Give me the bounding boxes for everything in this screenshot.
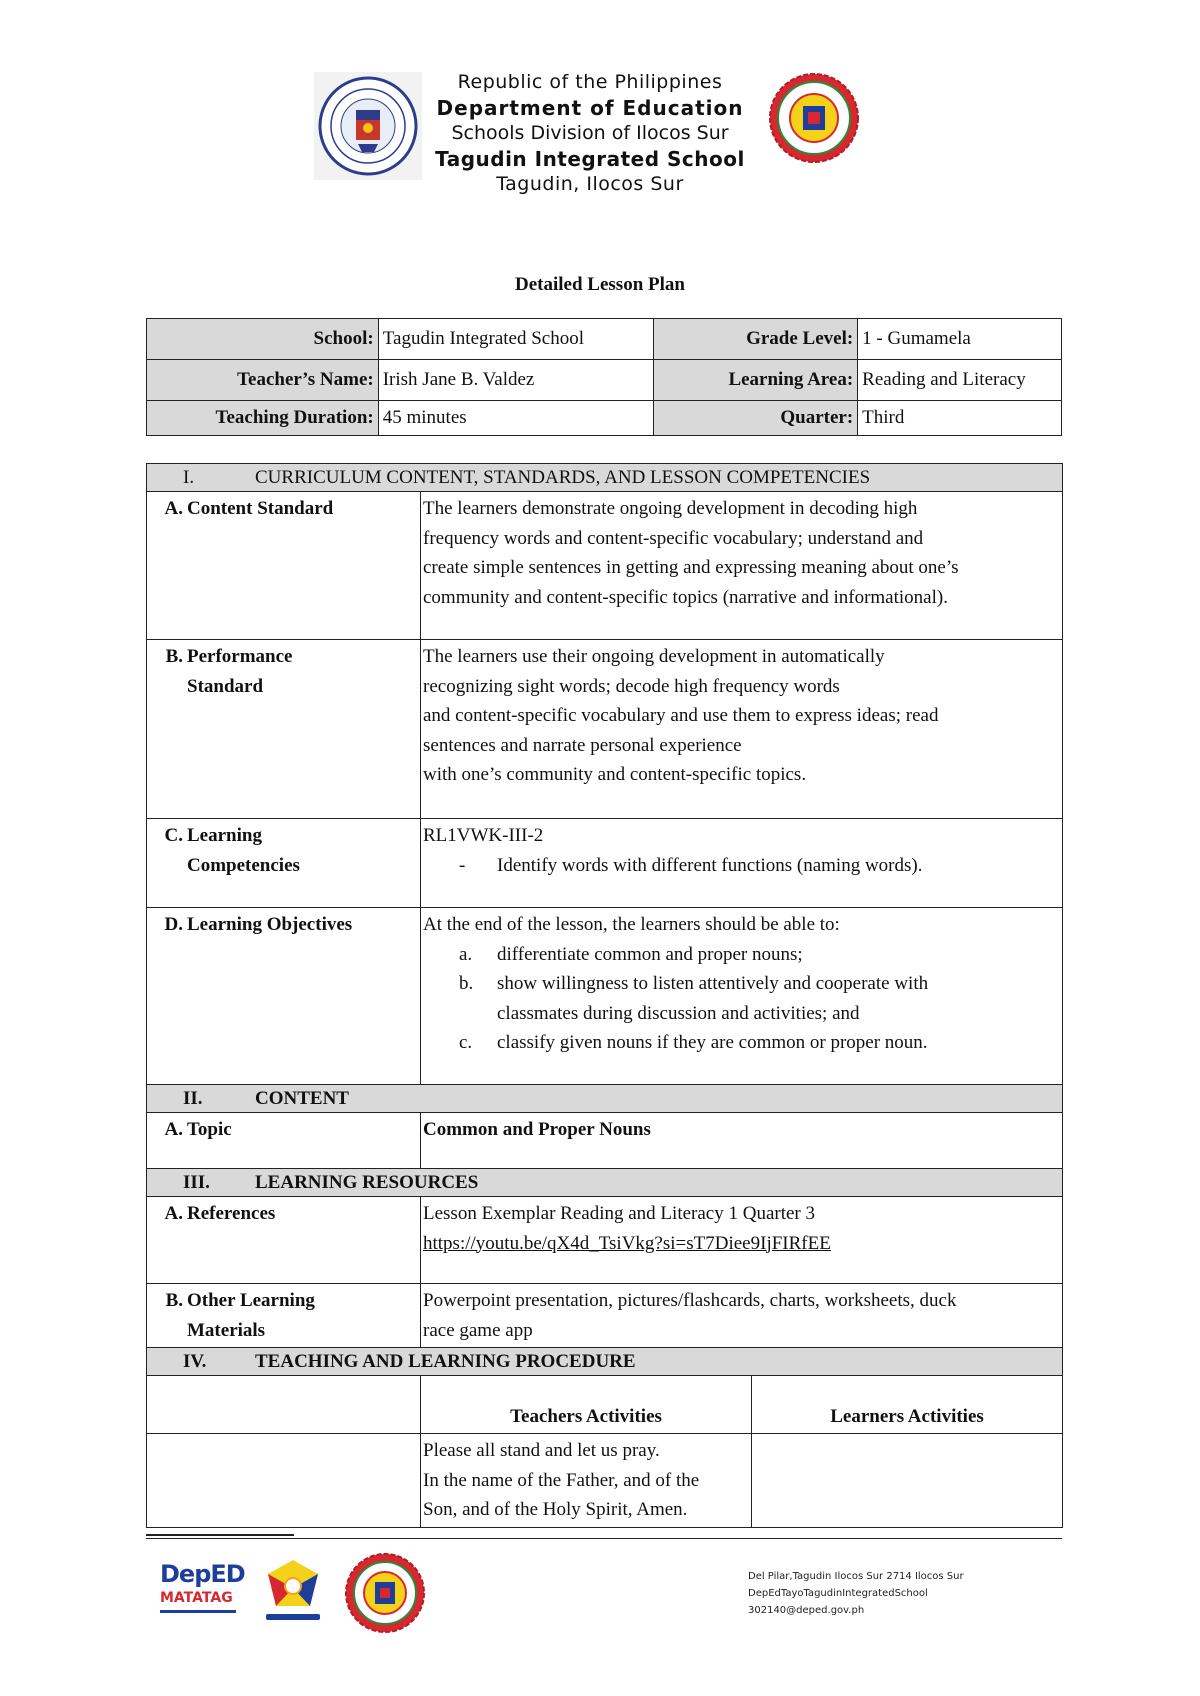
- row-label: Other Learning: [187, 1290, 315, 1311]
- list-item: [423, 940, 1060, 970]
- other-materials-label-cell: [147, 1284, 421, 1348]
- section-header: [147, 1348, 1063, 1376]
- row-letter: A.: [164, 1203, 183, 1224]
- text-line: Powerpoint presentation, pictures/flashcards, charts, worksheets, duck: [423, 1290, 957, 1311]
- row-letter: B.: [165, 1290, 183, 1311]
- topic-label-cell: [147, 1113, 421, 1169]
- info-table: [146, 318, 1062, 436]
- deped-text: DepED: [160, 1560, 245, 1588]
- row-letter: A.: [164, 1119, 183, 1140]
- section-title: TEACHING AND LEARNING PROCEDURE: [255, 1351, 636, 1372]
- table-row: [147, 1376, 1063, 1434]
- other-materials-text: [421, 1284, 1063, 1348]
- table-row: [147, 640, 1063, 819]
- text-line: frequency words and content-specific vocabulary; understand and: [423, 527, 924, 549]
- school-facebook: DepEdTayoTagudinIntegratedSchool: [748, 1588, 928, 1599]
- performance-standard-text: [421, 640, 1063, 819]
- school-seal-icon: [344, 1552, 426, 1634]
- table-row: [147, 1434, 1063, 1528]
- learning-objectives-text: [421, 908, 1063, 1085]
- section-title: LEARNING RESOURCES: [255, 1172, 479, 1193]
- section-title: CONTENT: [255, 1088, 349, 1109]
- text-line: race game app: [423, 1319, 533, 1341]
- row-label: Content Standard: [187, 498, 334, 519]
- teacher-name-value: Irish Jane B. Valdez: [378, 360, 654, 401]
- info-row: [147, 401, 1062, 436]
- list-item: [423, 1028, 1060, 1058]
- table-row: [147, 1284, 1063, 1348]
- table-row: [147, 492, 1063, 640]
- deped-seal-icon: [314, 72, 422, 180]
- quarter-label: Quarter:: [654, 401, 858, 436]
- list-marker: a.: [459, 943, 473, 965]
- footer-divider: [146, 1538, 1062, 1539]
- teacher-name-label: Teacher’s Name:: [147, 360, 379, 401]
- section-title: CURRICULUM CONTENT, STANDARDS, AND LESSON COMPETENCIES: [255, 467, 871, 488]
- section-header: [147, 1085, 1063, 1113]
- bagong-pilipinas-logo: [258, 1556, 328, 1636]
- row-label: Competencies: [187, 854, 300, 876]
- section-header: [147, 1169, 1063, 1197]
- row-label: Standard: [187, 675, 264, 697]
- learning-competencies-label-cell: [147, 819, 421, 908]
- list-text: show willingness to listen attentively and cooperate with: [497, 973, 929, 994]
- section-number: I.: [183, 467, 195, 488]
- text-line: with one’s community and content-specific topics.: [423, 764, 807, 785]
- table-row: [147, 819, 1063, 908]
- row-label: Performance: [187, 646, 293, 667]
- competency-list: [423, 851, 1060, 881]
- procedure-blank-cell: [147, 1376, 421, 1434]
- school-contact-info: [748, 1568, 964, 1619]
- matatag-text: MATATAG: [160, 1590, 233, 1606]
- lesson-plan-table: [146, 463, 1063, 1528]
- list-marker: c.: [459, 1032, 473, 1053]
- school-address: Del Pilar,Tagudin Ilocos Sur 2714 Ilocos Sur: [748, 1571, 964, 1582]
- document-title: Detailed Lesson Plan: [515, 274, 685, 295]
- teachers-activities-header: Teachers Activities: [421, 1376, 752, 1434]
- teaching-duration-value: 45 minutes: [378, 401, 654, 436]
- learner-activity-cell: [752, 1434, 1063, 1528]
- section-number: II.: [183, 1088, 203, 1109]
- grade-level-value: 1 - Gumamela: [858, 319, 1062, 360]
- list-item: [423, 969, 1060, 1028]
- text-line: community and content-specific topics (narrative and informational).: [423, 586, 948, 608]
- text-line: Son, and of the Holy Spirit, Amen.: [423, 1499, 688, 1520]
- school-email: 302140@deped.gov.ph: [748, 1605, 865, 1616]
- row-label: Materials: [187, 1319, 266, 1341]
- learners-activities-header: Learners Activities: [752, 1376, 1063, 1434]
- section-content: [147, 1085, 1063, 1113]
- row-label: Learning: [187, 825, 262, 846]
- section-number: IV.: [183, 1351, 207, 1372]
- text-line: sentences and narrate personal experience: [423, 734, 742, 756]
- table-row: [147, 1113, 1063, 1169]
- text-line: In the name of the Father, and of the: [423, 1469, 700, 1491]
- row-letter: A.: [164, 498, 183, 519]
- row-label: Learning Objectives: [187, 914, 353, 935]
- row-label: Topic: [187, 1119, 232, 1140]
- info-row: [147, 319, 1062, 360]
- text-line: The learners use their ongoing development in automatically: [423, 646, 885, 667]
- reference-link[interactable]: https://youtu.be/qX4d_TsiVkg?si=sT7Diee9IjFIRfEE: [423, 1232, 831, 1254]
- deped-matatag-logo: [160, 1560, 244, 1638]
- republic-line: Republic of the Philippines: [457, 71, 723, 93]
- list-bullet: -: [459, 854, 466, 876]
- school-seal-icon: [768, 72, 860, 164]
- footer-accent-line: [146, 1534, 294, 1536]
- teacher-activity-prayer: [421, 1434, 752, 1528]
- list-text: differentiate common and proper nouns;: [497, 943, 803, 965]
- table-row: [147, 908, 1063, 1085]
- learning-competencies-text: [421, 819, 1063, 908]
- section-resources: [147, 1169, 1063, 1197]
- row-letter: B.: [165, 646, 183, 667]
- content-standard-text: [421, 492, 1063, 640]
- learning-area-value: Reading and Literacy: [858, 360, 1062, 401]
- matatag-underline: [160, 1610, 236, 1613]
- department-line: Department of Education: [436, 95, 744, 120]
- quarter-value: Third: [858, 401, 1062, 436]
- content-standard-label-cell: [147, 492, 421, 640]
- list-marker: b.: [459, 973, 474, 994]
- learning-area-label: Learning Area:: [654, 360, 858, 401]
- text-line: Please all stand and let us pray.: [423, 1440, 660, 1461]
- references-text: [421, 1197, 1063, 1284]
- list-text: classify given nouns if they are common or proper noun.: [497, 1032, 928, 1053]
- text-line: The learners demonstrate ongoing development in decoding high: [423, 498, 918, 519]
- list-item: [423, 851, 1060, 881]
- performance-standard-label-cell: [147, 640, 421, 819]
- procedure-blank-cell: [147, 1434, 421, 1528]
- list-text: classmates during discussion and activities; and: [497, 1002, 860, 1024]
- objectives-intro: At the end of the lesson, the learners should be able to:: [423, 914, 840, 935]
- competency-code: RL1VWK-III-2: [423, 825, 544, 846]
- list-text: Identify words with different functions (naming words).: [497, 854, 923, 876]
- school-line: Tagudin Integrated School: [435, 146, 745, 171]
- row-letter: D.: [164, 914, 183, 935]
- row-label: References: [187, 1203, 276, 1224]
- school-value: Tagudin Integrated School: [378, 319, 654, 360]
- division-line: Schools Division of Ilocos Sur: [451, 122, 729, 144]
- topic-value: Common and Proper Nouns: [421, 1113, 1063, 1169]
- text-line: recognizing sight words; decode high frequency words: [423, 675, 840, 697]
- references-label-cell: [147, 1197, 421, 1284]
- text-line: and content-specific vocabulary and use them to express ideas; read: [423, 705, 939, 726]
- learning-objectives-label-cell: [147, 908, 421, 1085]
- text-line: create simple sentences in getting and expressing meaning about one’s: [423, 557, 959, 578]
- grade-level-label: Grade Level:: [654, 319, 858, 360]
- section-number: III.: [183, 1172, 210, 1193]
- section-header: [147, 464, 1063, 492]
- location-line: Tagudin, Ilocos Sur: [496, 173, 684, 195]
- row-letter: C.: [164, 825, 183, 846]
- info-row: [147, 360, 1062, 401]
- letterhead: [420, 70, 760, 198]
- section-curriculum: [147, 464, 1063, 492]
- school-label: School:: [147, 319, 379, 360]
- reference-line: Lesson Exemplar Reading and Literacy 1 Quarter 3: [423, 1203, 815, 1224]
- table-row: [147, 1197, 1063, 1284]
- objectives-list: [423, 940, 1060, 1058]
- teaching-duration-label: Teaching Duration:: [147, 401, 379, 436]
- section-procedure: [147, 1348, 1063, 1376]
